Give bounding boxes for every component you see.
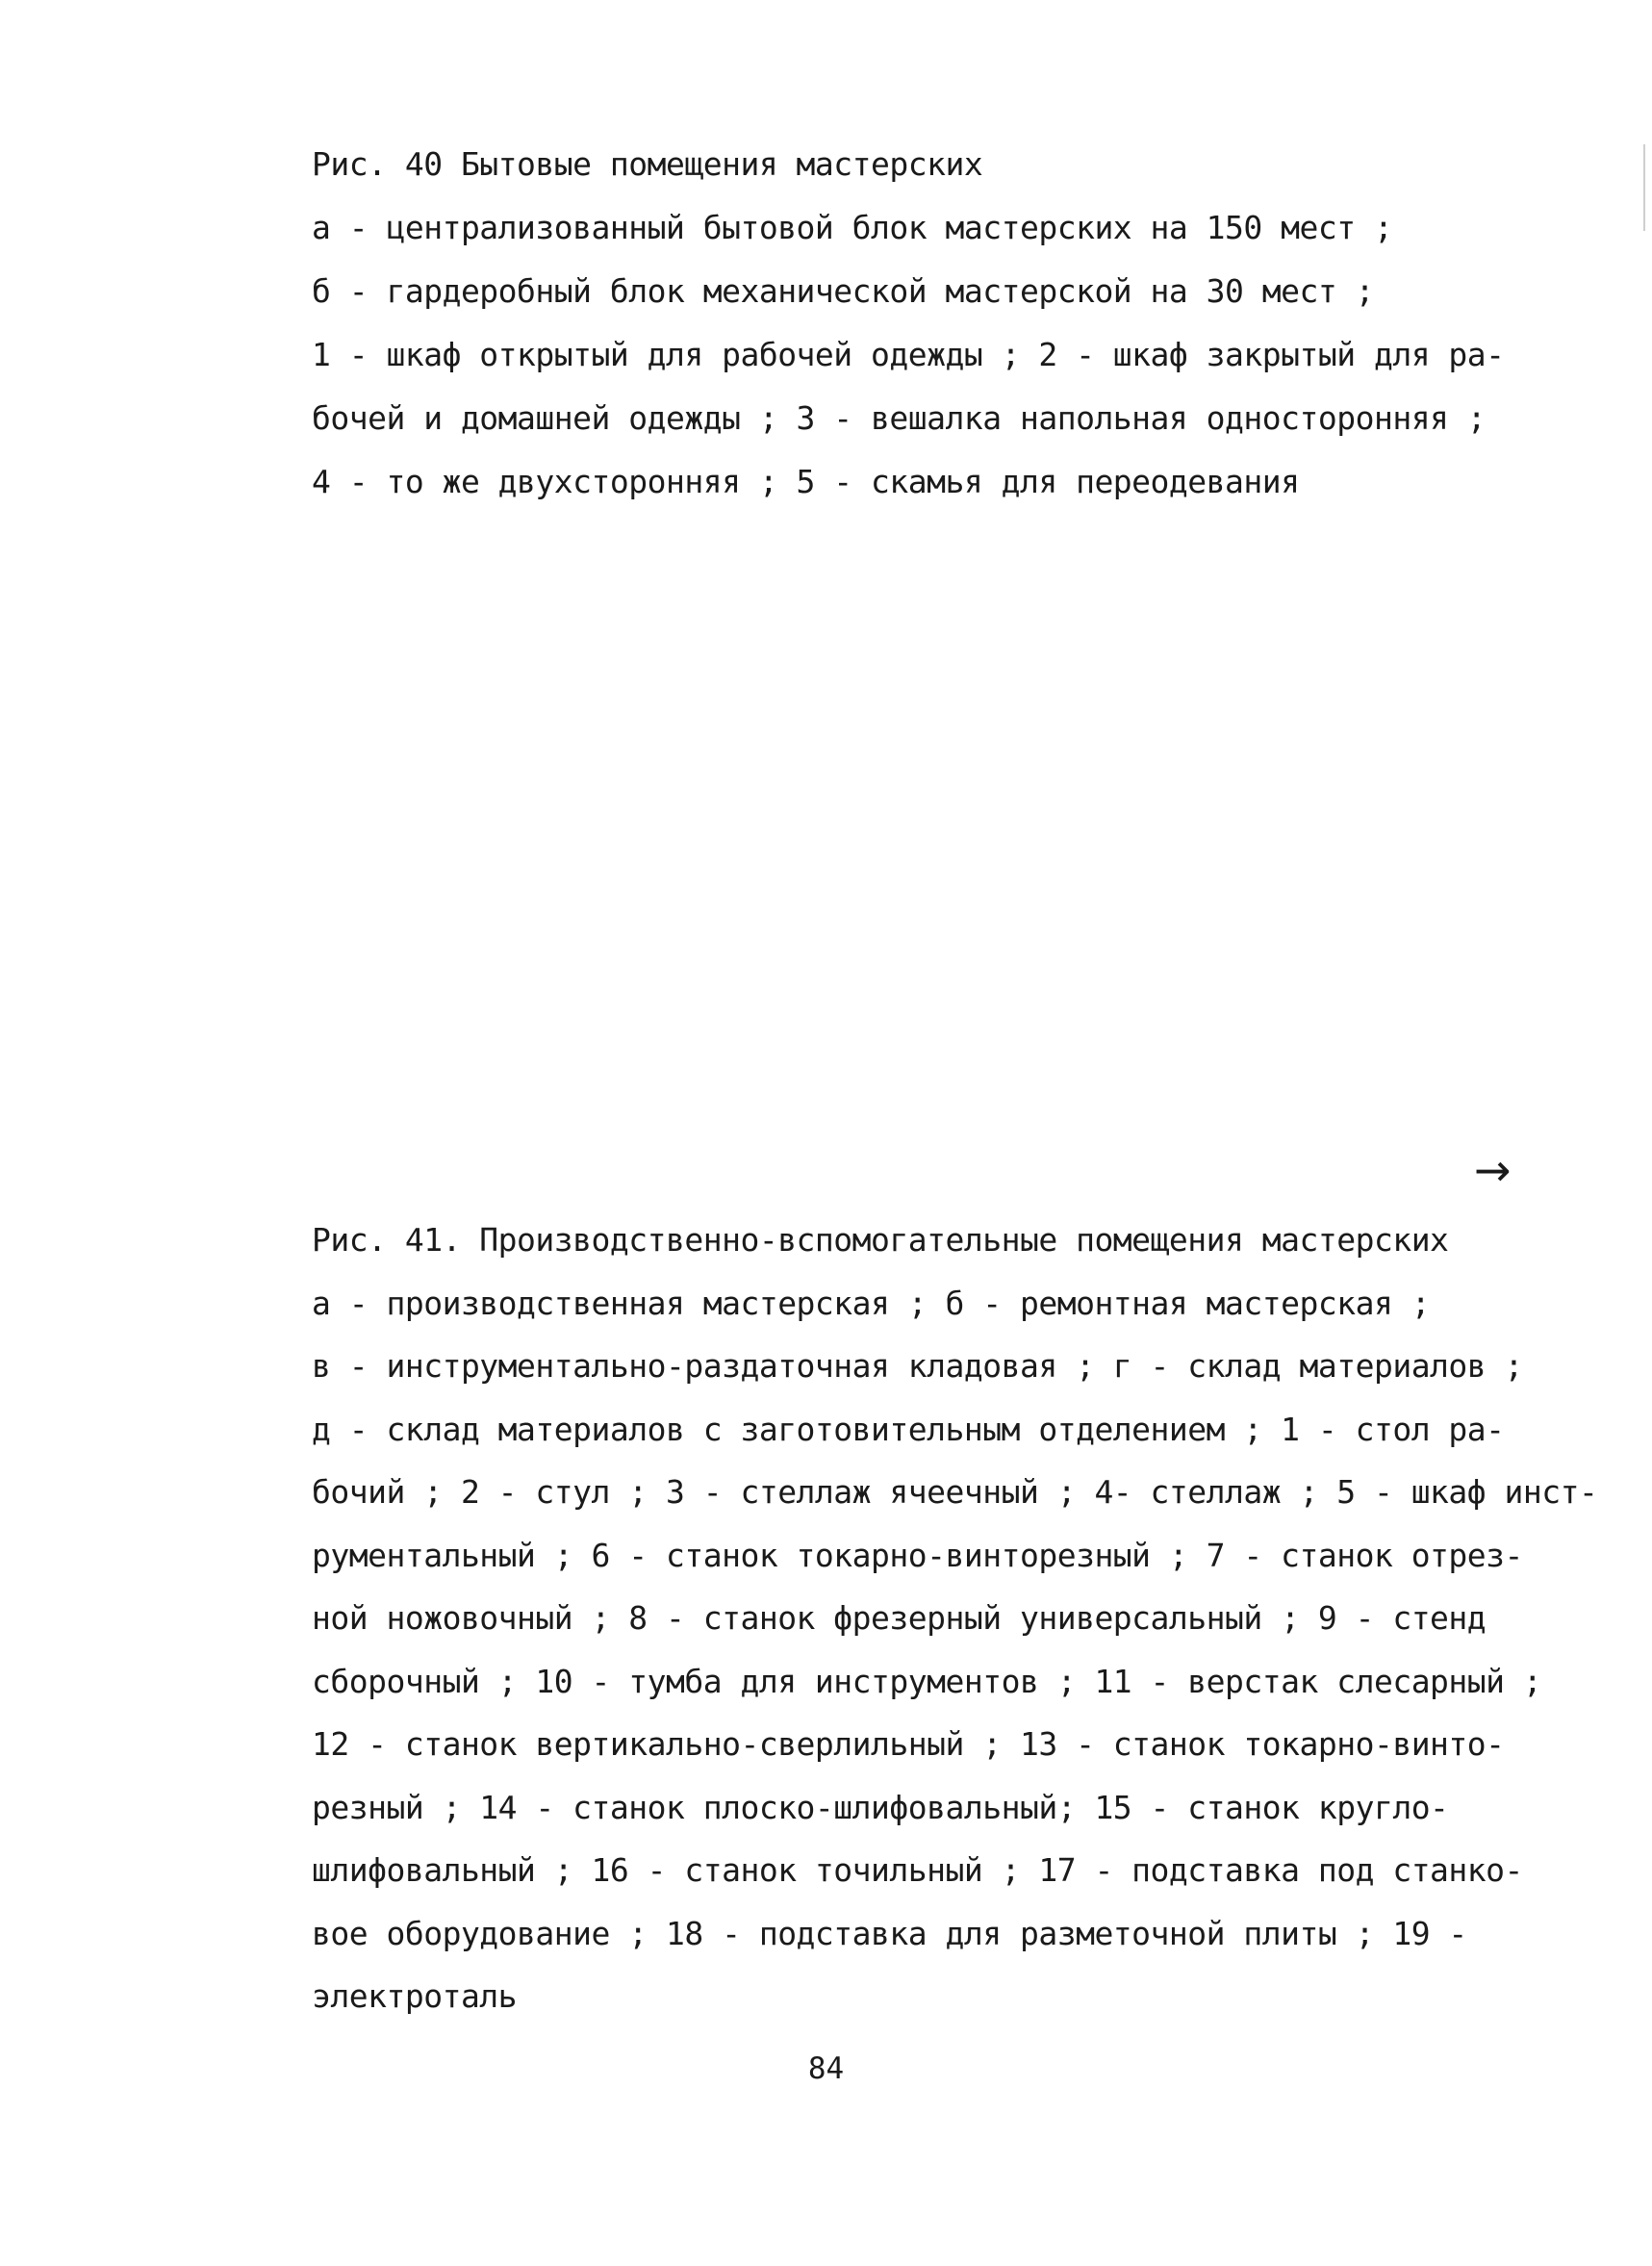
figure-41-line: электроталь <box>312 1977 518 2015</box>
figure-41-line: бочий ; 2 - стул ; 3 - стеллаж ячеечный ; 4- стеллаж ; 5 - шкаф инст- <box>312 1473 1598 1511</box>
figure-41-line: 12 - станок вертикально-сверлильный ; 13 - станок токарно-винто- <box>312 1725 1505 1763</box>
figure-40-caption <box>312 133 1582 514</box>
figure-40-line: 4 - то же двухсторонняя ; 5 - скамья для переодевания <box>312 463 1300 500</box>
figure-41-line: д - склад материалов с заготовительным отделением ; 1 - стол ра- <box>312 1410 1505 1448</box>
figure-41-line: шлифовальный ; 16 - станок точильный ; 17 - подставка под станко- <box>312 1851 1523 1889</box>
page-number: 84 <box>807 2051 845 2086</box>
figure-41-line: а - производственная мастерская ; б - ремонтная мастерская ; <box>312 1284 1431 1322</box>
figure-40-line: 1 - шкаф открытый для рабочей одежды ; 2 - шкаф закрытый для ра- <box>312 336 1505 373</box>
continuation-arrow-icon: → <box>1474 1144 1512 1196</box>
figure-40-title: Рис. 40 Бытовые помещения мастерских <box>312 145 983 183</box>
figure-40-line: бочей и домашней одежды ; 3 - вешалка напольная односторонняя ; <box>312 399 1487 437</box>
figure-41-line: ной ножовочный ; 8 - станок фрезерный универсальный ; 9 - стенд <box>312 1599 1487 1637</box>
figure-41-line: в - инструментально-раздаточная кладовая ; г - склад материалов ; <box>312 1347 1523 1385</box>
figure-41-line: резный ; 14 - станок плоско-шлифовальный; 15 - станок кругло- <box>312 1788 1449 1826</box>
figure-41-line: рументальный ; 6 - станок токарно-винторезный ; 7 - станок отрез- <box>312 1536 1523 1574</box>
figure-41-line: сборочный ; 10 - тумба для инструментов ; 11 - верстак слесарный ; <box>312 1662 1542 1700</box>
figure-40-line: а - централизованный бытовой блок мастерских на 150 мест ; <box>312 209 1393 246</box>
figure-41-caption <box>312 1209 1598 2028</box>
figure-41-title: Рис. 41. Производственно-вспомогательные помещения мастерских <box>312 1221 1449 1259</box>
figure-41-line: вое оборудование ; 18 - подставка для разметочной плиты ; 19 - <box>312 1914 1467 1952</box>
figure-40-line: б - гардеробный блок механической мастерской на 30 мест ; <box>312 272 1374 310</box>
scan-edge-mark <box>1643 144 1645 231</box>
